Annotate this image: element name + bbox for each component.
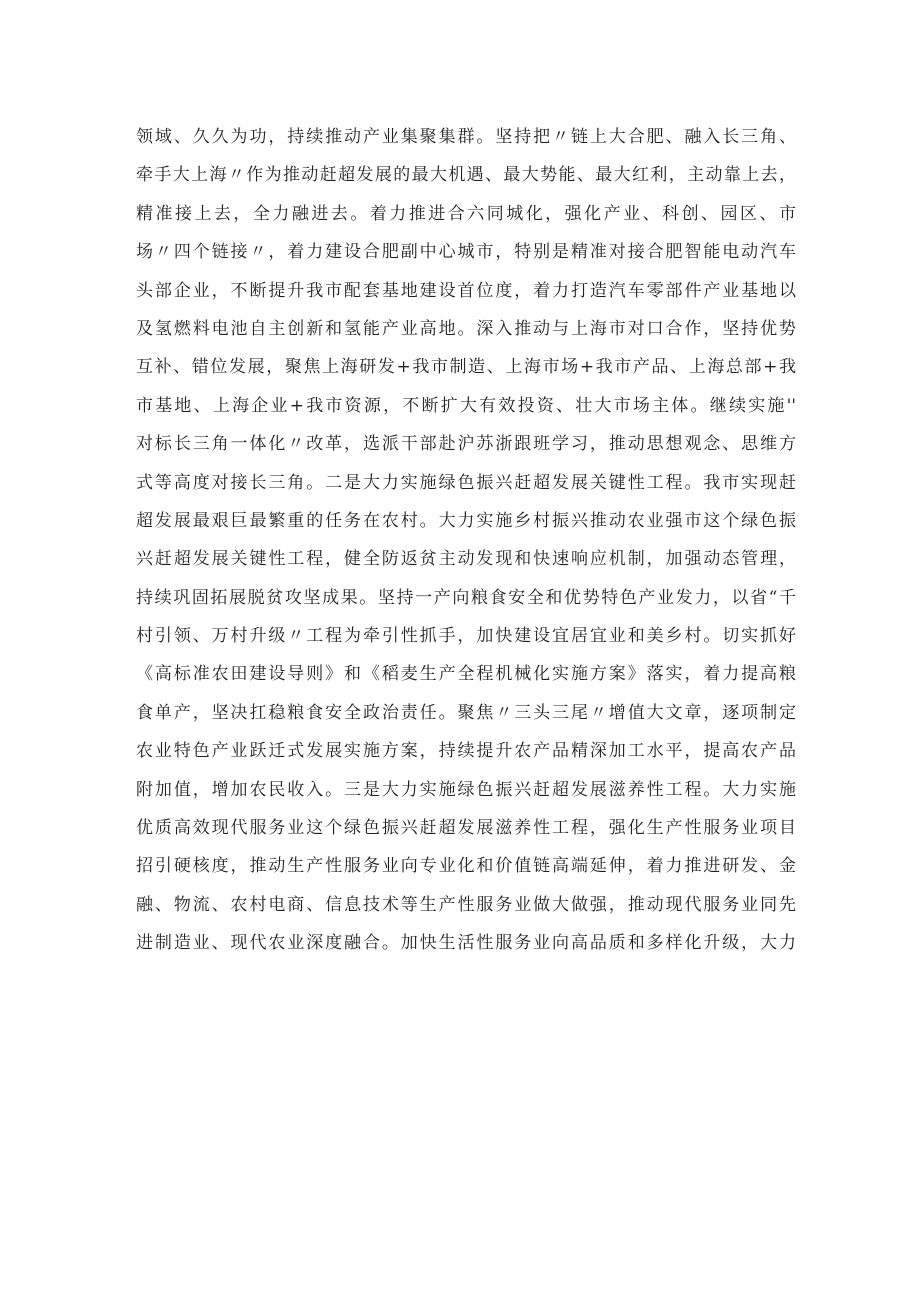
text-line: 《高标准农田建设导则》和《稻麦生产全程机械化实施方案》落实，着力提高粮: [136, 664, 796, 685]
text-line: 融、物流、农村电商、信息技术等生产性服务业做大做强，推动现代服务业同先: [136, 894, 796, 915]
text-line: 兴赶超发展关键性工程，健全防返贫主动发现和快速响应机制，加强动态管理，: [136, 549, 796, 570]
text-line: 招引硬核度，推动生产性服务业向专业化和价值链高端延伸，着力推进研发、金: [136, 856, 796, 877]
text-line: 牵手大上海〃作为推动赶超发展的最大机遇、最大势能、最大红利，主动靠上去，: [136, 165, 796, 186]
text-line: 领域、久久为功，持续推动产业集聚集群。坚持把〃链上大合肥、融入长三角、: [136, 127, 796, 147]
text-line: 优质高效现代服务业这个绿色振兴赶超发展滋养性工程，强化生产性服务业项目: [136, 818, 796, 839]
text-line: 对标长三角一体化〃改革，选派干部赴沪苏浙跟班学习，推动思想观念、思维方: [136, 434, 796, 455]
text-line: 互补、错位发展，聚焦上海研发+我市制造、上海市场+我市产品、上海总部+我: [136, 357, 796, 378]
text-line: 头部企业，不断提升我市配套基地建设首位度，着力打造汽车零部件产业基地以: [136, 280, 796, 301]
text-line: 附加值，增加农民收入。三是大力实施绿色振兴赶超发展滋养性工程。大力实施: [136, 779, 796, 800]
text-line: 式等高度对接长三角。二是大力实施绿色振兴赶超发展关键性工程。我市实现赶: [136, 472, 796, 493]
text-line: 场〃四个链接〃，着力建设合肥副中心城市，特别是精准对接合肥智能电动汽车: [136, 242, 796, 263]
text-line: 进制造业、现代农业深度融合。加快生活性服务业向高品质和多样化升级，大力: [136, 933, 796, 954]
text-line: 持续巩固拓展脱贫攻坚成果。坚持一产向粮食安全和优势特色产业发力，以省“千: [136, 587, 796, 608]
text-line: 食单产，坚决扛稳粮食安全政治责任。聚焦〃三头三尾〃增值大文章，逐项制定: [136, 702, 796, 723]
body-paragraph: [136, 118, 796, 963]
text-line: 市基地、上海企业+我市资源，不断扩大有效投资、壮大市场主体。继续实施'': [136, 395, 796, 416]
text-line: 超发展最艰巨最繁重的任务在农村。大力实施乡村振兴推动农业强市这个绿色振: [136, 510, 796, 531]
text-line: 农业特色产业跃迁式发展实施方案，持续提升农产品精深加工水平，提高农产品: [136, 741, 796, 762]
text-line: 及氢燃料电池自主创新和氢能产业高地。深入推动与上海市对口合作，坚持优势: [136, 318, 796, 339]
text-line: 村引领、万村升级〃工程为牵引性抓手，加快建设宜居宜业和美乡村。切实抓好: [136, 626, 796, 647]
text-line: 精准接上去，全力融进去。着力推进合六同城化，强化产业、科创、园区、市: [136, 203, 796, 224]
